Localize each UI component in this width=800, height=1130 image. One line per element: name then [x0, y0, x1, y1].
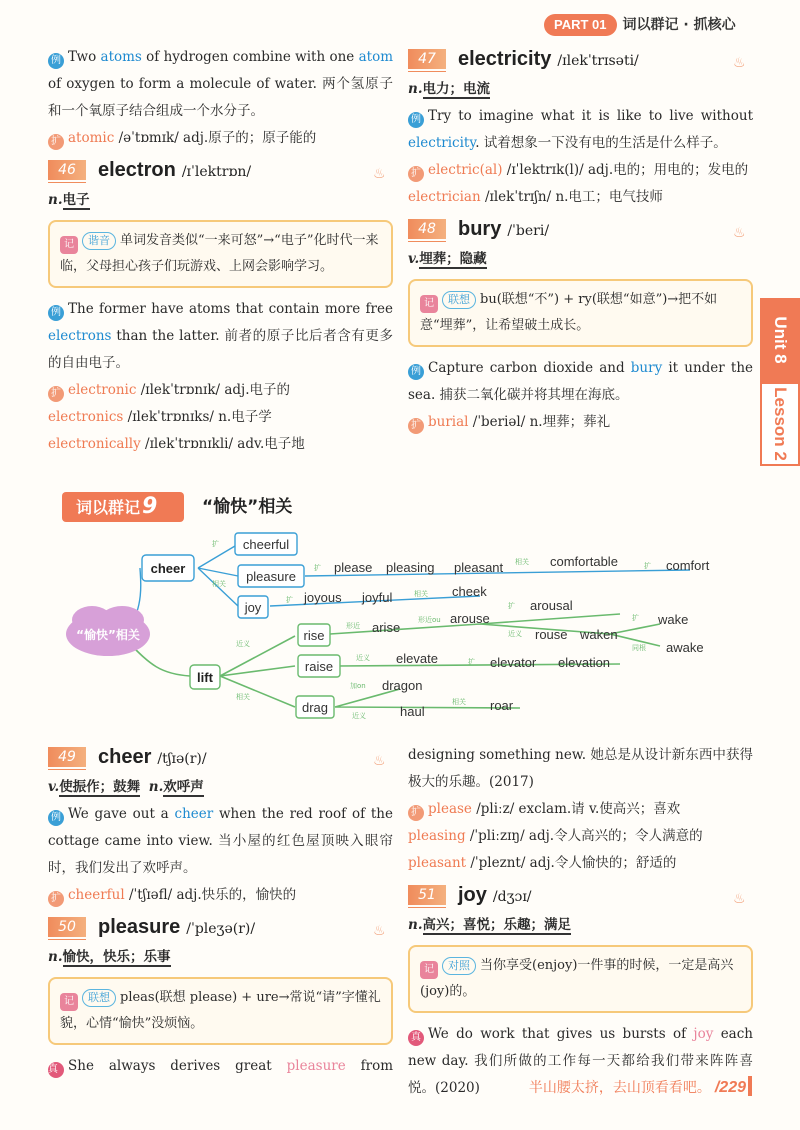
section-badge: 词以群记9: [62, 492, 184, 522]
memo-tag: 联想: [442, 291, 476, 309]
svg-text:扩: 扩: [314, 564, 321, 572]
example-sentence: 真 We do work that gives us bursts of joy each new day. 我们所做的工作每一天都给我们带来阵阵喜悦。(2020): [408, 1026, 753, 1096]
node-arise: arise: [372, 620, 401, 635]
real-exam-icon: 真: [408, 1030, 424, 1046]
entry-number: 49: [48, 747, 86, 767]
headword: electron /ɪˈlektrɒn/: [98, 159, 252, 181]
svg-text:相关: 相关: [452, 698, 466, 706]
node-arousal: arousal: [530, 598, 573, 613]
node-please: please: [334, 560, 373, 575]
derivative-pleasing: pleasing /ˈpliːzɪŋ/ adj.令人高兴的；令人满意的: [408, 828, 703, 844]
node-raise: raise: [304, 659, 334, 674]
entry-meaning: v.使振作；鼓舞 n.欢呼声: [48, 779, 204, 795]
flame-icon: ♨: [733, 225, 746, 241]
node-awake: awake: [666, 640, 704, 655]
memo-tag: 对照: [442, 957, 476, 975]
node-comfortable: comfortable: [550, 554, 618, 569]
unit-label: Unit 8: [771, 316, 790, 364]
derivative-electronic: 扩 electronic /ɪlekˈtrɒnɪk/ adj.电子的: [48, 377, 393, 404]
example-sentence: 例 The former have atoms that contain more free electrons than the latter. 前者的原子比后者含有更多的自由电子。: [48, 301, 393, 371]
memo-icon: 记: [60, 993, 78, 1011]
node-drag: drag: [301, 700, 329, 715]
example-icon: 例: [408, 364, 424, 380]
page-footer: [529, 1076, 752, 1100]
extend-icon: 扩: [48, 134, 64, 150]
memo-icon: 记: [420, 961, 438, 979]
entry-number: 50: [48, 917, 86, 937]
example-icon: 例: [48, 53, 64, 69]
entry-meaning: n.电力；电流: [408, 81, 491, 97]
svg-text:扩: 扩: [644, 562, 651, 570]
headword: joy /dʒɔɪ/: [458, 884, 532, 906]
flame-icon: ♨: [373, 923, 386, 939]
node-wake: wake: [658, 612, 689, 627]
svg-text:相关: 相关: [212, 580, 226, 588]
svg-text:相关: 相关: [414, 590, 428, 598]
flame-icon: ♨: [373, 753, 386, 769]
svg-text:形近: 形近: [346, 622, 360, 630]
left-column-bottom: [48, 742, 393, 1080]
footer-bar: [748, 1076, 752, 1096]
memo-icon: 记: [60, 236, 78, 254]
flame-icon: ♨: [733, 891, 746, 907]
example-icon: 例: [408, 112, 424, 128]
example-icon: 例: [48, 305, 64, 321]
flame-icon: ♨: [373, 166, 386, 182]
flame-icon: ♨: [733, 55, 746, 71]
page-number: /229: [714, 1079, 746, 1096]
node-cheek: cheek: [452, 584, 487, 599]
extend-icon: 扩: [408, 166, 424, 182]
entry-number: 51: [408, 885, 446, 905]
node-waken: waken: [580, 627, 618, 642]
memo-tag: 联想: [82, 989, 116, 1007]
entry-electron: [48, 155, 393, 185]
derivative-electronics: electronics /ɪlekˈtrɒnɪks/ n.电子学: [48, 409, 272, 425]
example-sentence: 例 Two atoms of hydrogen combine with one atom of oxygen to form a molecule of water. 两个氢原子和一个氧原子结合组成一个水分子。: [48, 49, 393, 119]
svg-text:近义: 近义: [236, 640, 250, 648]
svg-text:近义: 近义: [356, 654, 370, 662]
svg-text:形近ou: 形近ou: [418, 616, 441, 624]
entry-number: 48: [408, 219, 446, 239]
example-sentence: 例 Capture carbon dioxide and bury it under the sea. 捕获二氧化碳并将其埋在海底。: [408, 360, 754, 403]
right-column-bottom: [408, 742, 753, 1102]
node-pleasure: pleasure: [246, 569, 296, 584]
node-joyous: joyous: [304, 590, 342, 605]
real-exam-icon: 真: [48, 1062, 64, 1078]
example-sentence: 例 We gave out a cheer when the red roof of the cottage came into view. 当小屋的红色屋顶映入眼帘时，我们发出了欢呼声。: [48, 806, 393, 876]
derivative-cheerful: 扩 cheerful /ˈtʃɪəfl/ adj.快乐的，愉快的: [48, 882, 393, 909]
node-roar: roar: [490, 698, 514, 713]
svg-text:扩: 扩: [212, 540, 219, 548]
section-heading: “愉快”相关: [202, 497, 293, 517]
extend-icon: 扩: [48, 891, 64, 907]
derivative-please: 扩 please /pliːz/ exclam.请 v.使高兴；喜欢: [408, 796, 753, 823]
extend-icon: 扩: [408, 418, 424, 434]
svg-text:近义: 近义: [508, 630, 522, 638]
derivative-electric: 扩 electric(al) /ɪˈlektrɪk(l)/ adj.电的；用电的；发电的: [408, 157, 753, 184]
center-label: “愉快”相关: [76, 628, 140, 642]
example-sentence: 例 Try to imagine what it is like to live without electricity. 试着想象一下没有电的生活是什么样子。: [408, 108, 753, 151]
derivative-atomic: 扩 atomic /əˈtɒmɪk/ adj.原子的；原子能的: [48, 125, 393, 152]
node-joyful: joyful: [362, 590, 393, 605]
entry-cheer: [48, 742, 393, 772]
node-joy: joy: [244, 600, 262, 615]
svg-text:扩: 扩: [632, 614, 639, 622]
extend-icon: 扩: [48, 386, 64, 402]
svg-text:同根: 同根: [632, 644, 646, 652]
memory-tip: 记 谐音 单词发音类似“一来可怒”→“电子”化时代一来临，父母担心孩子们玩游戏、上网会影响学习。: [48, 220, 393, 288]
lesson-tab[interactable]: [760, 382, 800, 466]
entry-pleasure: [48, 912, 393, 942]
node-arouse: arouse: [450, 611, 490, 626]
unit-side-tab[interactable]: [760, 298, 800, 466]
memory-tip: 记 对照 当你享受(enjoy)一件事的时候，一定是高兴(joy)的。: [408, 945, 753, 1013]
svg-text:相关: 相关: [515, 558, 529, 566]
svg-text:相关: 相关: [236, 693, 250, 701]
memory-tip: 记 联想 bu(联想“不”) + ry(联想“如意”)→把不如意“埋葬”，让希望破土成长。: [408, 279, 753, 347]
node-elevator: elevator: [490, 655, 537, 670]
entry-bury: [408, 214, 753, 244]
derivative-burial: 扩 burial /ˈberiəl/ n.埋葬；葬礼: [408, 409, 753, 436]
example-sentence: 真 She always derives great pleasure from: [48, 1053, 393, 1080]
node-cheer: cheer: [150, 561, 186, 576]
left-column-top: [48, 44, 393, 458]
node-rouse: rouse: [535, 627, 568, 642]
node-rise: rise: [303, 628, 325, 643]
headword: bury /ˈberi/: [458, 218, 550, 240]
node-lift: lift: [197, 670, 213, 685]
word-mind-map: [60, 524, 760, 734]
node-haul: haul: [400, 704, 425, 719]
memo-icon: 记: [420, 295, 438, 313]
node-dragon: dragon: [382, 678, 423, 693]
entry-number: 47: [408, 49, 446, 69]
svg-text:扩: 扩: [286, 596, 293, 604]
entry-electricity: [408, 44, 753, 74]
entry-meaning: n.高兴；喜悦；乐趣；满足: [408, 917, 572, 933]
example-icon: 例: [48, 810, 64, 826]
headword: cheer /tʃɪə(r)/: [98, 746, 207, 768]
derivative-electronically: electronically /ɪlekˈtrɒnɪkli/ adv.电子地: [48, 436, 305, 452]
footer-motto: 半山腰太挤，去山顶看看吧。: [528, 1080, 711, 1096]
node-pleasant: pleasant: [454, 560, 504, 575]
right-column-top: [408, 44, 753, 436]
node-elevate: elevate: [396, 651, 438, 666]
entry-meaning: n.愉快，快乐；乐事: [48, 949, 171, 965]
memo-tag: 谐音: [82, 232, 116, 250]
unit-tab[interactable]: [760, 298, 800, 382]
entry-meaning: n.电子: [48, 192, 90, 208]
headword: pleasure /ˈpleʒə(r)/: [98, 916, 256, 938]
part-label: PART 01: [544, 14, 617, 36]
node-cheerful: cheerful: [242, 537, 290, 552]
node-elevation: elevation: [558, 655, 611, 670]
header-title: 词以群记 · 抓核心: [622, 17, 736, 33]
page-header: [544, 14, 736, 36]
svg-text:扩: 扩: [468, 658, 475, 666]
svg-text:扩: 扩: [508, 602, 515, 610]
headword: electricity /ɪlekˈtrɪsəti/: [458, 48, 639, 70]
memory-tip: 记 联想 pleas(联想 please) + ure→常说“请”字懂礼貌，心情“愉快”没烦恼。: [48, 977, 393, 1045]
svg-text:近义: 近义: [352, 712, 366, 720]
center-node: [66, 606, 150, 656]
node-comfort: comfort: [666, 558, 710, 573]
example-continuation: designing something new. 她总是从设计新东西中获得极大的乐趣。(2017): [408, 747, 753, 790]
derivative-electrician: electrician /ɪlekˈtrɪʃn/ n.电工；电气技师: [408, 189, 663, 205]
node-pleasing: pleasing: [386, 560, 435, 575]
svg-text:加on: 加on: [350, 682, 366, 690]
lesson-label: Lesson 2: [771, 387, 790, 461]
extend-icon: 扩: [408, 805, 424, 821]
entry-joy: [408, 880, 753, 910]
entry-number: 46: [48, 160, 86, 180]
derivative-pleasant: pleasant /ˈpleznt/ adj.令人愉快的；舒适的: [408, 855, 677, 871]
entry-meaning: v.埋葬；隐藏: [408, 251, 487, 267]
